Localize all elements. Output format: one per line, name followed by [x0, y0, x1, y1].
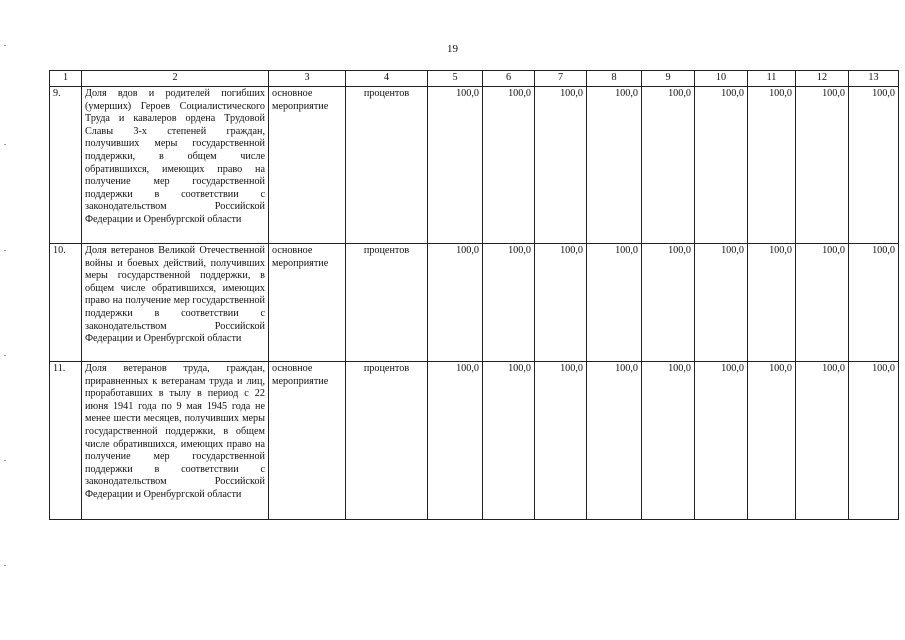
value-cell: 100,0: [483, 244, 535, 362]
scan-mark: [4, 355, 6, 356]
indicator-name: Доля вдов и родителей погибших (умерших) Героев Социалистического Труда и кавалеров ордена Трудовой Славы 3-х степеней граждан, получивших меры государственной поддержки, в общем числе обратившихся, имеющих право на получение мер государственной поддержки в соответствии с законодательством Российской Федерации и Оренбургской области: [82, 87, 269, 244]
row-number: 11.: [50, 362, 82, 520]
event-type: основное мероприятие: [269, 87, 346, 244]
column-header: 3: [269, 71, 346, 87]
value-cell: 100,0: [642, 362, 695, 520]
value-cell: 100,0: [535, 362, 587, 520]
scan-mark: [4, 45, 6, 46]
value-cell: 100,0: [483, 87, 535, 244]
column-header: 9: [642, 71, 695, 87]
scan-mark: [4, 144, 6, 145]
value-cell: 100,0: [483, 362, 535, 520]
value-cell: 100,0: [695, 362, 748, 520]
value-cell: 100,0: [642, 244, 695, 362]
value-cell: 100,0: [796, 87, 849, 244]
event-type: основное мероприятие: [269, 244, 346, 362]
scan-mark: [4, 460, 6, 461]
column-header: 10: [695, 71, 748, 87]
column-header: 4: [346, 71, 428, 87]
row-number: 9.: [50, 87, 82, 244]
value-cell: 100,0: [695, 87, 748, 244]
column-header: 13: [849, 71, 899, 87]
value-cell: 100,0: [748, 362, 796, 520]
column-header: 8: [587, 71, 642, 87]
row-number: 10.: [50, 244, 82, 362]
table-row: [50, 87, 899, 244]
indicator-name: Доля ветеранов труда, граждан, приравненных к ветеранам труда и лиц, проработавших в тылу в период с 22 июня 1941 года по 9 мая 1945 года не менее шести месяцев, получивших меры государственной поддержки, в общем числе обратившихся, имеющих право на получение мер государственной поддержки в соответствии с законодательством Российской Федерации и Оренбургской области: [82, 362, 269, 520]
table-row: [50, 362, 899, 520]
indicator-name: Доля ветеранов Великой Отечественной войны и боевых действий, получивших меры государственной поддержки, в общем числе обратившихся, имеющих право на получение мер государственной поддержки в соответствии с законодательством Российской Федерации и Оренбургской области: [82, 244, 269, 362]
unit: процентов: [346, 362, 428, 520]
unit: процентов: [346, 244, 428, 362]
value-cell: 100,0: [428, 87, 483, 244]
table-row: [50, 244, 899, 362]
value-cell: 100,0: [849, 87, 899, 244]
indicators-table: [49, 70, 899, 520]
column-header: 5: [428, 71, 483, 87]
value-cell: 100,0: [535, 244, 587, 362]
value-cell: 100,0: [587, 87, 642, 244]
value-cell: 100,0: [796, 362, 849, 520]
page-number: 19: [447, 43, 458, 55]
value-cell: 100,0: [849, 244, 899, 362]
column-header: 7: [535, 71, 587, 87]
column-header: 11: [748, 71, 796, 87]
column-header: 2: [82, 71, 269, 87]
scan-mark: [4, 250, 6, 251]
column-header: 12: [796, 71, 849, 87]
scan-mark: [4, 565, 6, 566]
value-cell: 100,0: [642, 87, 695, 244]
column-header: 1: [50, 71, 82, 87]
value-cell: 100,0: [849, 362, 899, 520]
value-cell: 100,0: [535, 87, 587, 244]
column-header: 6: [483, 71, 535, 87]
value-cell: 100,0: [428, 362, 483, 520]
value-cell: 100,0: [587, 244, 642, 362]
value-cell: 100,0: [748, 244, 796, 362]
unit: процентов: [346, 87, 428, 244]
event-type: основное мероприятие: [269, 362, 346, 520]
value-cell: 100,0: [695, 244, 748, 362]
value-cell: 100,0: [587, 362, 642, 520]
value-cell: 100,0: [796, 244, 849, 362]
value-cell: 100,0: [748, 87, 796, 244]
header-row: [50, 71, 899, 87]
value-cell: 100,0: [428, 244, 483, 362]
